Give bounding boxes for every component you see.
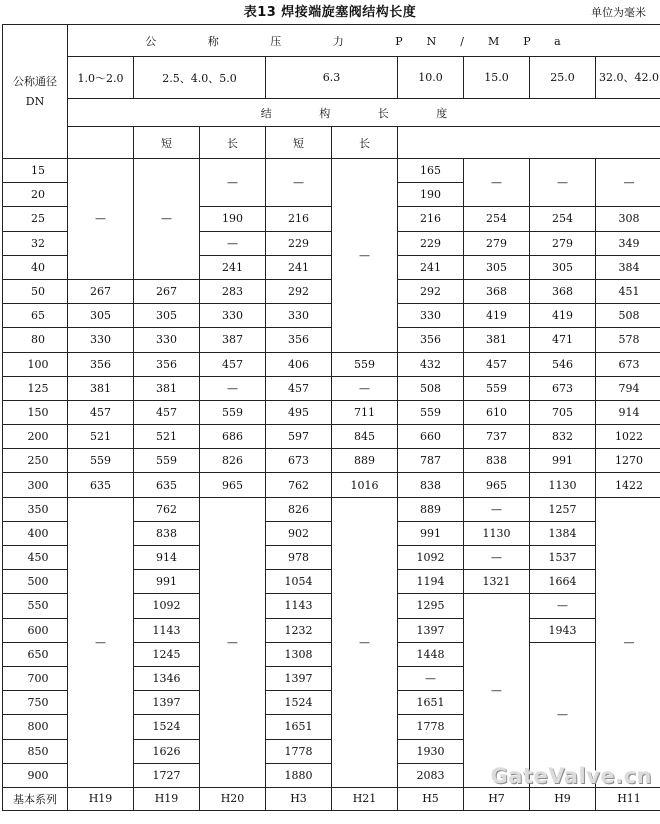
cell-pn25-short: 991 (134, 570, 200, 594)
cell-pn100: 1651 (398, 691, 464, 715)
cell-pn63-long: 889 (332, 449, 398, 473)
series-code: H3 (266, 787, 332, 810)
cell-pn63-short: 406 (266, 352, 332, 376)
cell-pn25-long: 283 (200, 279, 266, 303)
cell-pn25-long: — (200, 231, 266, 255)
cell-pn25-long: 559 (200, 400, 266, 424)
cell-pn100: 660 (398, 425, 464, 449)
series-code: H5 (398, 787, 464, 810)
cell-pn150: 1321 (464, 570, 530, 594)
cell-pn25-short: 1346 (134, 666, 200, 690)
cell-pn150: 368 (464, 279, 530, 303)
long-label: 长 (332, 127, 398, 159)
cell-pn63-long: 711 (332, 400, 398, 424)
cell-pn150: 457 (464, 352, 530, 376)
short-label: 短 (134, 127, 200, 159)
cell-pn250: — (530, 594, 596, 618)
cell-pn250: 471 (530, 328, 596, 352)
cell-pn25-long: 241 (200, 255, 266, 279)
cell-pn25-short: 914 (134, 546, 200, 570)
blank-cell (68, 127, 134, 159)
cell-pn25-short: 457 (134, 400, 200, 424)
cell-pn25-short: 635 (134, 473, 200, 497)
cell-pn150: — (464, 594, 530, 788)
cell-pn320: 1022 (596, 425, 660, 449)
cell-pn63-long: 559 (332, 352, 398, 376)
cell-pn100: 241 (398, 255, 464, 279)
cell-pn100: 1092 (398, 546, 464, 570)
cell-pn100: 432 (398, 352, 464, 376)
pn-header: 15.0 (464, 57, 530, 99)
cell-pn63-short: 1651 (266, 715, 332, 739)
cell-pn100: 165 (398, 159, 464, 183)
cell-pn150: 838 (464, 449, 530, 473)
cell-pn320: 384 (596, 255, 660, 279)
cell-pn150: 737 (464, 425, 530, 449)
cell-pn250: 419 (530, 304, 596, 328)
cell-pn250: 279 (530, 231, 596, 255)
series-code: H19 (68, 787, 134, 810)
cell-pn25-short: 521 (134, 425, 200, 449)
dn-value: 65 (3, 304, 68, 328)
short-label: 短 (266, 127, 332, 159)
cell-pn100: 1194 (398, 570, 464, 594)
dn-value: 15 (3, 159, 68, 183)
cell-pn25-long: 190 (200, 207, 266, 231)
cell-pn100: 1930 (398, 739, 464, 763)
dn-value: 250 (3, 449, 68, 473)
cell-pn10-20: 381 (68, 376, 134, 400)
cell-pn250: — (530, 159, 596, 207)
cell-pn10-20: 457 (68, 400, 134, 424)
cell-pn10-20: 305 (68, 304, 134, 328)
cell-pn250: 1257 (530, 497, 596, 521)
cell-pn250: 305 (530, 255, 596, 279)
cell-pn250: — (530, 642, 596, 787)
series-code: H19 (134, 787, 200, 810)
cell-pn250: 254 (530, 207, 596, 231)
cell-pn100: 330 (398, 304, 464, 328)
cell-pn25-short: 1245 (134, 642, 200, 666)
watermark: GateValve.cn (490, 764, 652, 788)
cell-pn320: 451 (596, 279, 660, 303)
cell-pn63-short: 826 (266, 497, 332, 521)
cell-pn250: 1130 (530, 473, 596, 497)
dn-value: 600 (3, 618, 68, 642)
cell-pn320: — (596, 159, 660, 207)
dn-value: 850 (3, 739, 68, 763)
dn-value: 80 (3, 328, 68, 352)
dn-value: 125 (3, 376, 68, 400)
series-code: H11 (596, 787, 660, 810)
cell-pn250: 1664 (530, 570, 596, 594)
cell-pn250: 991 (530, 449, 596, 473)
series-code: H9 (530, 787, 596, 810)
cell-pn250: 832 (530, 425, 596, 449)
cell-pn63-short: 1397 (266, 666, 332, 690)
table-title: 表13 焊接端旋塞阀结构长度 (243, 5, 417, 20)
cell-pn250: 546 (530, 352, 596, 376)
cell-pn25-short: 1143 (134, 618, 200, 642)
cell-pn100: 559 (398, 400, 464, 424)
cell-pn25-short: — (134, 159, 200, 280)
cell-pn320: 349 (596, 231, 660, 255)
cell-pn150: 1130 (464, 521, 530, 545)
cell-pn63-short: 902 (266, 521, 332, 545)
cell-pn100: 508 (398, 376, 464, 400)
dn-value: 40 (3, 255, 68, 279)
cell-pn10-20: 356 (68, 352, 134, 376)
cell-pn250: 1384 (530, 521, 596, 545)
cell-pn25-long: — (200, 159, 266, 207)
dn-value: 450 (3, 546, 68, 570)
cell-pn320: — (596, 497, 660, 787)
cell-pn63-short: 1143 (266, 594, 332, 618)
cell-pn100: 356 (398, 328, 464, 352)
cell-pn100: 2083 (398, 763, 464, 787)
cell-pn63-short: 1524 (266, 691, 332, 715)
cell-pn63-short: 1778 (266, 739, 332, 763)
pn-header: 25.0 (530, 57, 596, 99)
cell-pn320: 508 (596, 304, 660, 328)
cell-pn63-short: 495 (266, 400, 332, 424)
cell-pn63-long: 845 (332, 425, 398, 449)
cell-pn63-short: 216 (266, 207, 332, 231)
cell-pn25-short: 356 (134, 352, 200, 376)
cell-pn250: 1943 (530, 618, 596, 642)
dn-value: 20 (3, 183, 68, 207)
dn-value: 32 (3, 231, 68, 255)
series-code: H20 (200, 787, 266, 810)
cell-pn63-long: — (332, 376, 398, 400)
dn-value: 350 (3, 497, 68, 521)
cell-pn10-20: 267 (68, 279, 134, 303)
cell-pn63-long: — (332, 159, 398, 353)
cell-pn25-short: 762 (134, 497, 200, 521)
cell-pn25-long: — (200, 497, 266, 787)
cell-pn150: 610 (464, 400, 530, 424)
blank-cell (398, 127, 660, 159)
cell-pn25-short: 305 (134, 304, 200, 328)
dn-value: 400 (3, 521, 68, 545)
pn-header: 1.0～2.0 (68, 57, 134, 99)
dn-value: 25 (3, 207, 68, 231)
cell-pn100: 787 (398, 449, 464, 473)
cell-pn150: 419 (464, 304, 530, 328)
pn-header: 2.5、4.0、5.0 (134, 57, 266, 99)
length-table (2, 24, 660, 811)
cell-pn150: — (464, 497, 530, 521)
cell-pn100: 1778 (398, 715, 464, 739)
cell-pn100: 991 (398, 521, 464, 545)
cell-pn320: 1422 (596, 473, 660, 497)
cell-pn63-short: 762 (266, 473, 332, 497)
cell-pn25-short: 1524 (134, 715, 200, 739)
cell-pn100: 1295 (398, 594, 464, 618)
dn-value: 100 (3, 352, 68, 376)
cell-pn63-short: 292 (266, 279, 332, 303)
cell-pn10-20: — (68, 159, 134, 280)
cell-pn100: — (398, 666, 464, 690)
cell-pn63-short: 1308 (266, 642, 332, 666)
cell-pn320: 578 (596, 328, 660, 352)
cell-pn25-long: 387 (200, 328, 266, 352)
cell-pn63-short: 673 (266, 449, 332, 473)
cell-pn150: 254 (464, 207, 530, 231)
cell-pn10-20: — (68, 497, 134, 787)
cell-pn63-short: 1880 (266, 763, 332, 787)
cell-pn10-20: 330 (68, 328, 134, 352)
cell-pn150: 965 (464, 473, 530, 497)
cell-pn10-20: 559 (68, 449, 134, 473)
cell-pn320: 794 (596, 376, 660, 400)
series-code: H7 (464, 787, 530, 810)
cell-pn63-short: 978 (266, 546, 332, 570)
cell-pn320: 308 (596, 207, 660, 231)
cell-pn25-short: 838 (134, 521, 200, 545)
cell-pn25-long: 686 (200, 425, 266, 449)
cell-pn250: 705 (530, 400, 596, 424)
cell-pn25-short: 1727 (134, 763, 200, 787)
cell-pn63-short: 1232 (266, 618, 332, 642)
cell-pn100: 292 (398, 279, 464, 303)
cell-pn25-short: 559 (134, 449, 200, 473)
dn-value: 900 (3, 763, 68, 787)
cell-pn63-short: 229 (266, 231, 332, 255)
cell-pn63-short: 457 (266, 376, 332, 400)
series-label: 基本系列 (3, 787, 68, 810)
cell-pn150: 305 (464, 255, 530, 279)
cell-pn25-long: 826 (200, 449, 266, 473)
cell-pn63-short: 330 (266, 304, 332, 328)
unit-note: 单位为毫米 (591, 6, 646, 19)
cell-pn250: 368 (530, 279, 596, 303)
dn-value: 150 (3, 400, 68, 424)
dn-value: 800 (3, 715, 68, 739)
cell-pn63-long: — (332, 497, 398, 787)
cell-pn250: 673 (530, 376, 596, 400)
cell-pn25-short: 267 (134, 279, 200, 303)
cell-pn63-short: 597 (266, 425, 332, 449)
cell-pn100: 838 (398, 473, 464, 497)
cell-pn25-long: — (200, 376, 266, 400)
cell-pn63-short: 1054 (266, 570, 332, 594)
cell-pn63-short: 356 (266, 328, 332, 352)
cell-pn100: 1397 (398, 618, 464, 642)
cell-pn320: 914 (596, 400, 660, 424)
cell-pn100: 229 (398, 231, 464, 255)
dn-value: 650 (3, 642, 68, 666)
cell-pn150: 381 (464, 328, 530, 352)
cell-pn100: 1448 (398, 642, 464, 666)
cell-pn320: 1270 (596, 449, 660, 473)
cell-pn10-20: 635 (68, 473, 134, 497)
dn-value: 550 (3, 594, 68, 618)
cell-pn25-short: 1397 (134, 691, 200, 715)
cell-pn25-long: 457 (200, 352, 266, 376)
pn-header: 32.0、42.0 (596, 57, 660, 99)
dn-value: 300 (3, 473, 68, 497)
length-header: 结 构 长 度 (68, 99, 660, 127)
cell-pn100: 190 (398, 183, 464, 207)
dn-value: 700 (3, 666, 68, 690)
cell-pn63-short: 241 (266, 255, 332, 279)
cell-pn100: 889 (398, 497, 464, 521)
cell-pn25-short: 1092 (134, 594, 200, 618)
dn-header: 公称通径 DN (3, 25, 68, 159)
cell-pn25-long: 965 (200, 473, 266, 497)
cell-pn320: 673 (596, 352, 660, 376)
dn-value: 200 (3, 425, 68, 449)
cell-pn150: — (464, 159, 530, 207)
dn-value: 50 (3, 279, 68, 303)
cell-pn150: — (464, 546, 530, 570)
cell-pn25-short: 330 (134, 328, 200, 352)
cell-pn25-short: 1626 (134, 739, 200, 763)
cell-pn250: 1537 (530, 546, 596, 570)
cell-pn63-long: 1016 (332, 473, 398, 497)
cell-pn63-short: — (266, 159, 332, 207)
pressure-header: 公 称 压 力 PN/MPa (68, 25, 660, 57)
cell-pn25-long: 330 (200, 304, 266, 328)
dn-value: 750 (3, 691, 68, 715)
series-code: H21 (332, 787, 398, 810)
cell-pn100: 216 (398, 207, 464, 231)
long-label: 长 (200, 127, 266, 159)
cell-pn150: 559 (464, 376, 530, 400)
pn-header: 10.0 (398, 57, 464, 99)
pn-header: 6.3 (266, 57, 398, 99)
cell-pn25-short: 381 (134, 376, 200, 400)
cell-pn10-20: 521 (68, 425, 134, 449)
cell-pn150: 279 (464, 231, 530, 255)
dn-value: 500 (3, 570, 68, 594)
